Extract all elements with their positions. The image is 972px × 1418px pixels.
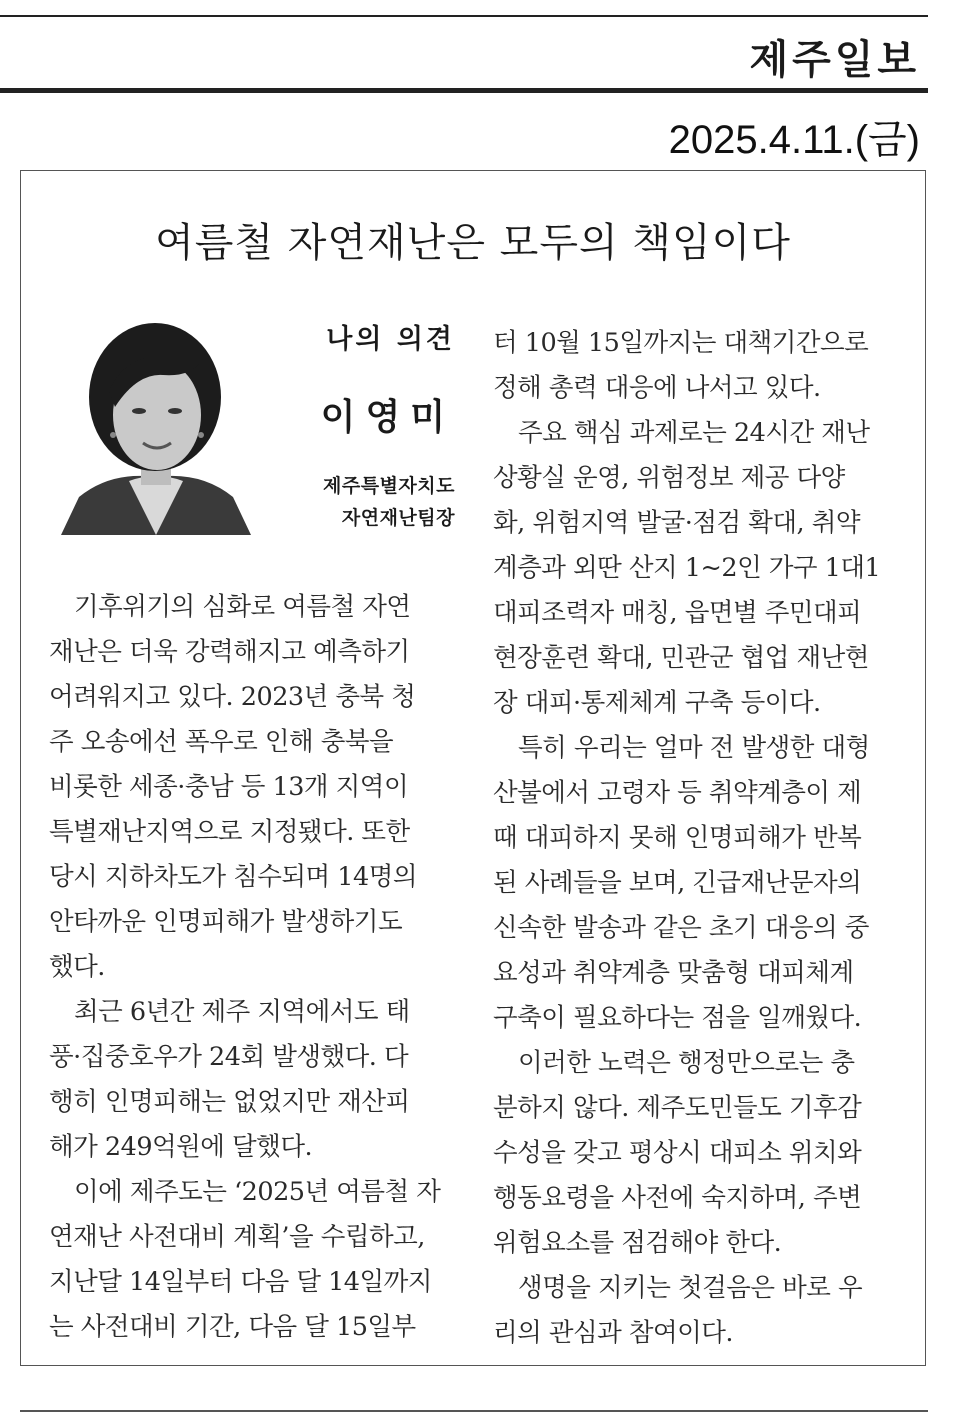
body-text-line: 주요 핵심 과제로는 24시간 재난 (493, 418, 870, 448)
body-text-line: 위험요소를 점검해야 한다. (493, 1228, 782, 1258)
author-photo (51, 311, 261, 535)
body-text-line: 수성을 갖고 평상시 대피소 위치와 (493, 1138, 862, 1168)
body-text-line: 신속한 발송과 같은 초기 대응의 중 (493, 913, 869, 943)
body-text-line: 주 오송에선 폭우로 인해 충북을 (49, 727, 394, 757)
body-text-line: 때 대피하지 못해 인명피해가 반복 (493, 823, 862, 853)
body-text-line: 연재난 사전대비 계획’을 수립하고, (49, 1222, 425, 1252)
body-text-line: 지난달 14일부터 다음 달 14일까지 (49, 1267, 432, 1297)
article-headline: 여름철 자연재난은 모두의 책임이다 (155, 220, 791, 266)
body-text-line: 특별재난지역으로 지정됐다. 또한 (49, 817, 410, 847)
body-text-line: 당시 지하차도가 침수되며 14명의 (49, 862, 417, 892)
body-text-line: 생명을 지키는 첫걸음은 바로 우 (493, 1273, 863, 1303)
author-name: 이영미 (320, 396, 455, 438)
body-text-line: 기후위기의 심화로 여름철 자연 (49, 592, 411, 622)
body-text-line: 산불에서 고령자 등 취약계층이 제 (493, 778, 862, 808)
author-affiliation-org: 제주특별자치도 (323, 475, 455, 497)
body-text-line: 터 10월 15일까지는 대책기간으로 (493, 328, 869, 358)
body-text-line: 상황실 운영, 위험정보 제공 다양 (493, 463, 845, 493)
author-affiliation-team: 자연재난팀장 (341, 507, 455, 529)
newspaper-masthead: 제주일보 (749, 37, 920, 83)
body-text-line: 재난은 더욱 강력해지고 예측하기 (49, 637, 410, 667)
body-text-line: 행히 인명피해는 없었지만 재산피 (49, 1087, 410, 1117)
body-text-line: 현장훈련 확대, 민관군 협업 재난현 (493, 643, 869, 673)
bottom-rule (20, 1410, 928, 1412)
body-text-line: 안타까운 인명피해가 발생하기도 (49, 907, 403, 937)
body-text-line: 는 사전대비 기간, 다음 달 15일부 (49, 1312, 416, 1342)
body-text-line: 구축이 필요하다는 점을 일깨웠다. (493, 1003, 862, 1033)
body-text-line: 비롯한 세종·충남 등 13개 지역이 (49, 772, 409, 802)
body-text-line: 화, 위험지역 발굴·점검 확대, 취약 (493, 508, 860, 538)
body-text-line: 풍·집중호우가 24회 발생했다. 다 (49, 1042, 409, 1072)
author-portrait-image (51, 311, 261, 535)
top-rule (0, 15, 928, 17)
article-box (20, 170, 926, 1366)
article-body-column-2 (493, 321, 889, 1356)
body-text-line: 된 사례들을 보며, 긴급재난문자의 (493, 868, 862, 898)
body-text-line: 이러한 노력은 행정만으로는 충 (493, 1048, 855, 1078)
body-text-line: 리의 관심과 참여이다. (493, 1318, 734, 1348)
body-text-line: 요성과 취약계층 맞춤형 대피체계 (493, 958, 854, 988)
body-text-line: 했다. (49, 952, 105, 982)
body-text-line: 정해 총력 대응에 나서고 있다. (493, 373, 821, 403)
body-text-line: 계층과 외딴 산지 1~2인 가구 1대1 (493, 553, 881, 583)
publication-date: 2025.4.11.(금) (668, 118, 920, 162)
masthead-rule (0, 88, 928, 93)
column-label: 나의 의견 (326, 324, 455, 355)
body-text-line: 장 대피·통제체계 구축 등이다. (493, 688, 821, 718)
article-body-column-1 (49, 585, 445, 1350)
body-text-line: 어려워지고 있다. 2023년 충북 청 (49, 682, 416, 712)
body-text-line: 최근 6년간 제주 지역에서도 태 (49, 997, 410, 1027)
body-text-line: 이에 제주도는 ‘2025년 여름철 자 (49, 1177, 441, 1207)
body-text-line: 특히 우리는 얼마 전 발생한 대형 (493, 733, 870, 763)
body-text-line: 대피조력자 매칭, 읍면별 주민대피 (493, 598, 862, 628)
body-text-line: 분하지 않다. 제주도민들도 기후감 (493, 1093, 862, 1123)
body-text-line: 행동요령을 사전에 숙지하며, 주변 (493, 1183, 862, 1213)
body-text-line: 해가 249억원에 달했다. (49, 1132, 313, 1162)
